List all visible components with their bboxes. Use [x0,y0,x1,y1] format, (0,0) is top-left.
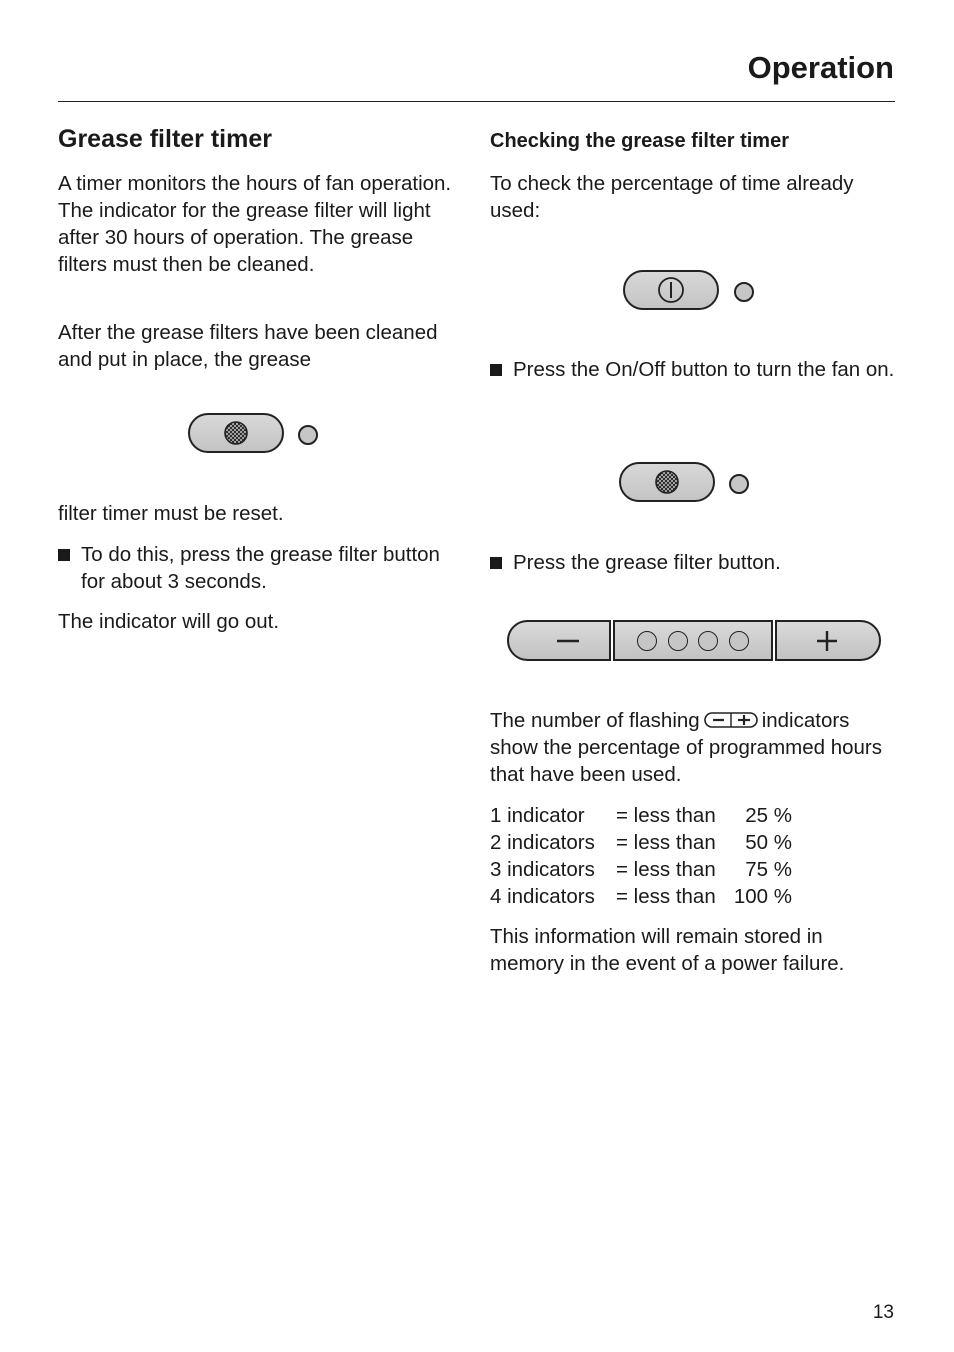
grease-filter-icon [654,469,680,495]
power-icon [657,276,685,304]
speed-indicator-3 [698,631,718,651]
indicator-count: 1 indicator [490,804,585,827]
minus-button [507,620,611,661]
indicator-count: 2 indicators [490,831,595,854]
check-intro-paragraph: To check the percentage of time already used: [490,172,854,222]
indicator-relation: = less than [616,858,716,881]
flashing-indicators-paragraph [490,707,900,788]
grease-filter-button-illustration-2 [619,462,715,502]
table-row [490,883,900,910]
indicator-percent: 25 % [745,804,792,827]
minus-icon [509,622,609,659]
plus-button [775,620,881,661]
indicator-count: 3 indicators [490,858,595,881]
speed-indicator-4 [729,631,749,651]
table-row [490,802,900,829]
grease-filter-icon [223,420,249,446]
reset-paragraph: filter timer must be reset. [58,502,284,525]
on-off-indicator-light [734,282,754,302]
grease-filter-button [619,462,715,502]
flashing-indicators-text-start: The number of flashing [490,709,700,732]
grease-filter-indicator-light [298,425,318,445]
indicator-percent: 50 % [745,831,792,854]
grease-filter-timer-heading: Grease filter timer [58,125,272,153]
indicator-out-paragraph: The indicator will go out. [58,610,280,633]
speed-indicator-1 [637,631,657,651]
speed-indicator-2 [668,631,688,651]
turn-fan-on-text: Press the On/Off button to turn the fan on. [513,358,895,381]
indicator-percentage-table [490,802,900,910]
memory-paragraph: This information will remain stored in memory in the event of a power failure. [490,925,845,975]
bullet-marker [490,557,502,569]
bullet-marker [490,364,502,376]
table-row [490,829,900,856]
indicator-relation: = less than [616,885,716,908]
header-rule [58,101,895,102]
turn-fan-on-instruction [490,356,900,383]
checking-timer-heading: Checking the grease filter timer [490,130,789,152]
press-grease-filter-text: Press the grease filter button. [513,551,781,574]
plus-icon [777,622,879,659]
page-number: 13 [872,1302,894,1323]
indicator-percent: 100 % [733,885,792,908]
after-cleaning-paragraph: After the grease filters have been cleaned and put in place, the grease [58,321,438,371]
grease-filter-button-illustration [188,413,284,453]
table-row [490,856,900,883]
speed-indicator-panel [613,620,773,661]
grease-filter-button [188,413,284,453]
reset-instruction [58,541,458,595]
indicator-relation: = less than [616,804,716,827]
timer-intro-paragraph: A timer monitors the hours of fan operation. The indicator for the grease filter will light after 30 hours of operation. The grease filters must then be cleaned. [58,172,452,276]
reset-instruction-text: To do this, press the grease filter button for about 3 seconds. [81,543,440,593]
section-title: Operation [747,50,894,85]
fan-speed-control-illustration [507,620,881,661]
minus-plus-indicator-icon [704,711,758,729]
grease-filter-indicator-light [729,474,749,494]
bullet-marker [58,549,70,561]
indicator-relation: = less than [616,831,716,854]
press-grease-filter-instruction [490,549,900,576]
indicator-count: 4 indicators [490,885,595,908]
on-off-button [623,270,719,310]
indicator-percent: 75 % [745,858,792,881]
on-off-button-illustration [623,270,719,310]
flashing-indicators-text-end: indicators show the percentage of programmed hours that have been used. [490,709,883,786]
